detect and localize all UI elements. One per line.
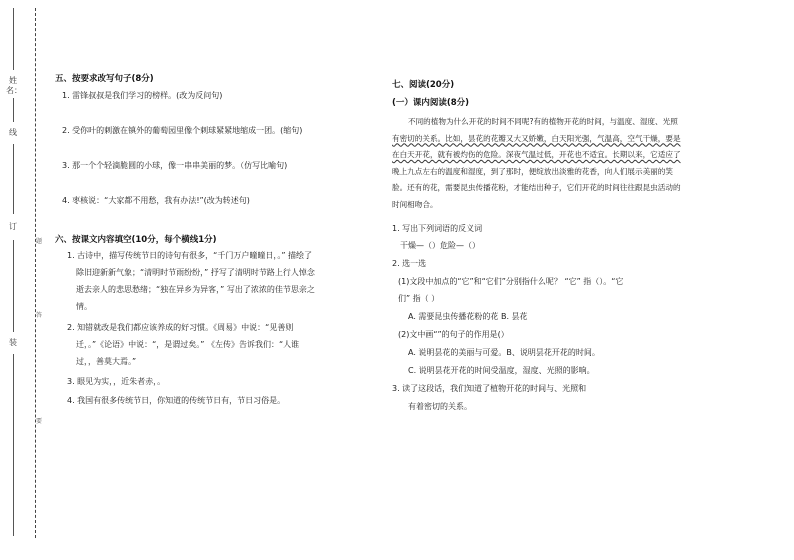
s6-q1-line-1: 1. 古诗中，描写传统节日的诗句有很多，“千门万户曈曈日，。” 描绘了 — [67, 251, 313, 260]
s6-q1-line-2: 除旧迎新新气象；“清明时节雨纷纷，” 抒写了清明时节路上行人悼念 — [76, 268, 315, 277]
line-label: 线 — [9, 128, 17, 137]
s6-question-1 — [67, 247, 315, 315]
s6-q1-line-3: 逝去亲人的悲思愁绪；“独在异乡为异客，” 写出了浓浓的佳节思亲之 — [76, 285, 315, 294]
s7-question-1-answers: 干燥—（）危险—（） — [400, 241, 480, 250]
margin-tiny-1: 题 — [36, 238, 43, 245]
s6-question-3: 3. 眼见为实，，近朱者赤，。 — [67, 377, 166, 386]
passage-line-3: 在白天开花，就有被灼伤的危险。深夜气温过低，开花也不适宜。长期以来，它适应了 — [392, 150, 681, 159]
s7-question-2-2-ab: A. 说明昙花的美丽与可爱。B、说明昙花开花的时间。 — [408, 348, 600, 357]
s5-question-4: 4. 枣核说：“大家都不用愁，我有办法!”(改为转述句) — [62, 196, 250, 205]
passage-line-5: 脸。还有的花，需要昆虫传播花粉，才能结出种子，它们开花的时间往往跟昆虫活动的 — [392, 183, 681, 192]
s7-question-3: 3. 读了这段话，我们知道了植物开花的时间与、光照和 — [392, 384, 587, 393]
section7-title: 七、阅读(20分) — [392, 80, 455, 90]
s6-q1-line-4: 情。 — [76, 302, 92, 311]
s6-question-2 — [67, 319, 299, 370]
margin-rule-2 — [13, 144, 14, 214]
s7-question-1: 1. 写出下列词语的反义词 — [392, 224, 483, 233]
s6-q2-line-2: 迁，。”《论语》中说：“，是谓过矣。” 《左传》告诉我们：“人谁 — [76, 340, 300, 349]
reading-passage — [392, 114, 767, 213]
passage-line-4: 晚上九点左右的温度和湿度，到了那时，便绽放出淡雅的花香，向人们展示美丽的笑 — [392, 166, 673, 176]
section6-title: 六、按课文内容填空(10分，每个横线1分) — [55, 235, 217, 245]
s7-question-3b: 有着密切的关系。 — [408, 402, 472, 411]
s6-question-4: 4. 我国有很多传统节日，你知道的传统节日有，节日习俗是。 — [67, 396, 286, 405]
section5-title: 五、按要求改写句子(8分) — [55, 74, 154, 84]
s7-question-2: 2. 选一选 — [392, 259, 427, 268]
name-label: 姓名： — [6, 76, 22, 95]
passage-line-6: 时间相吻合。 — [392, 199, 438, 209]
binding-line — [35, 8, 36, 538]
bind-label: 装 — [9, 338, 17, 347]
margin-rule-4 — [13, 354, 14, 536]
margin-tiny-3: 要 — [36, 418, 43, 425]
s7-question-2-1-options: A. 需要昆虫传播花粉的花 B. 昙花 — [408, 312, 528, 321]
s5-question-2: 2. 受你叶的刺激在镇外的葡萄园里像个刺球紧紧地缩成一团。(缩句) — [62, 126, 303, 135]
s6-q2-line-1: 2. 知错就改是我们都应该养成的好习惯。《周易》中说：“见善则 — [67, 323, 294, 332]
section7-subtitle: (一）课内阅读(8分) — [392, 98, 470, 108]
s5-question-1: 1. 雷锋叔叔是我们学习的榜样。(改为反问句) — [62, 91, 223, 100]
passage-line-1: 不同的植物为什么开花的时间不同呢?有的植物开花的时间，与温度、湿度、光照 — [408, 117, 678, 126]
margin-tiny-2: 答 — [36, 312, 43, 319]
s7-question-2-1: (1)文段中加点的“它”和“它们”分别指什么呢？ “它” 指（）。“它 — [398, 277, 624, 286]
s7-question-2-2-c: C. 说明昙花开花的时间受温度，湿度、光照的影响。 — [408, 366, 595, 375]
order-label: 订 — [9, 222, 17, 231]
margin-rule-3 — [13, 240, 14, 332]
s7-question-2-2: (2)文中画“”的句子的作用是(） — [398, 330, 509, 339]
s6-q2-line-3: 过，，善莫大焉。” — [76, 357, 137, 366]
s5-question-3: 3. 那一个个轻滴脆圆的小球，像一串串美丽的梦。（仿写比喻句) — [62, 161, 288, 170]
margin-rule-1 — [13, 98, 14, 122]
s7-question-2-1b: 们” 指（ ） — [398, 294, 440, 303]
passage-line-2: 有密切的关系。比如，昙花的花瓣又大又娇嫩，白天阳光强，气温高，空气干燥，要是 — [392, 133, 681, 143]
name-underline — [13, 8, 14, 70]
